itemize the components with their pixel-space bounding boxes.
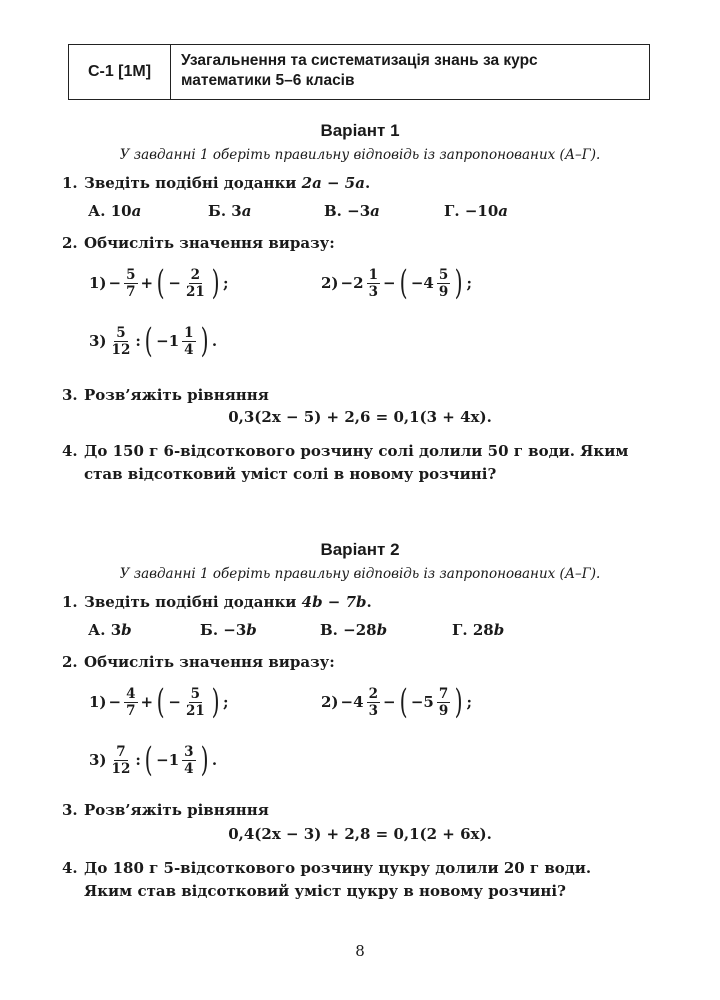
section-title: Узагальнення та систематизація знань за курс математики 5–6 класів (181, 52, 538, 89)
task-1: 1. Зведіть подібні доданки 2a − 5a. (62, 174, 371, 192)
task-1-expression: 2a − 5a (301, 174, 365, 192)
task-3-equation: 0,3(2x − 5) + 2,6 = 0,1(3 + 4x). (228, 408, 492, 426)
expression-3: 3) $\frac{5}{12}$ : ( −1 $\frac{1}{4}$ ) . (89, 321, 218, 361)
option-b: Б. 3a (208, 202, 252, 220)
option-c: В. −3a (324, 202, 380, 220)
expression-3: 3) $\frac{7}{12}$ : ( −1 $\frac{3}{4}$ ) . (89, 740, 218, 780)
expression-2: 2) −4 $\frac{2}{3}$ − ( −5 $\frac{7}{9}$ ) ; (321, 682, 473, 722)
variant-title: Варіант 1 (320, 121, 400, 140)
expression-1: 1) − $\frac{4}{7}$ + ( − $\frac{5}{21}$ ) ; (89, 682, 229, 722)
task-1-options (88, 202, 588, 220)
variant-title: Варіант 2 (320, 540, 400, 559)
task-3-equation: 0,4(2x − 3) + 2,8 = 0,1(2 + 6x). (228, 825, 492, 843)
option-d: Г. 28b (452, 621, 505, 639)
option-a: А. 3b (88, 621, 132, 639)
task-3: 3. Розв’яжіть рівняння (62, 386, 269, 404)
task-2: 2. Обчисліть значення виразу: (62, 653, 335, 671)
task-4: 4. До 180 г 5-відсоткового розчину цукру долили 20 г води. Яким став відсотковий уміст цукру в новому розчині? (62, 859, 592, 900)
task-4: 4. До 150 г 6-відсоткового розчину солі долили 50 г води. Яким став відсотковий уміст солі в новому розчині? (62, 442, 629, 483)
task-2: 2. Обчисліть значення виразу: (62, 234, 335, 252)
task-1-expression: 4b − 7b (301, 593, 367, 611)
page-number: 8 (355, 942, 365, 960)
option-d: Г. −10a (444, 202, 509, 220)
section-header (68, 44, 650, 100)
option-b: Б. −3b (200, 621, 257, 639)
expression-2: 2) −2 $\frac{1}{3}$ − ( −4 $\frac{5}{9}$ ) ; (321, 263, 473, 303)
option-c: В. −28b (320, 621, 388, 639)
variant-instruction: У завданні 1 оберіть правильну відповідь із запропонованих (А–Г). (119, 147, 601, 163)
section-code: С-1 [1М] (69, 45, 171, 99)
variant-2 (0, 537, 720, 900)
variant-1 (0, 118, 720, 483)
expression-1: 1) − $\frac{5}{7}$ + ( − $\frac{2}{21}$ ) ; (89, 263, 229, 303)
option-a: А. 10a (88, 202, 142, 220)
task-3: 3. Розв’яжіть рівняння (62, 801, 269, 819)
variant-instruction: У завданні 1 оберіть правильну відповідь із запропонованих (А–Г). (119, 566, 601, 582)
task-1: 1. Зведіть подібні доданки 4b − 7b. (62, 593, 372, 611)
task-1-options (88, 621, 588, 639)
